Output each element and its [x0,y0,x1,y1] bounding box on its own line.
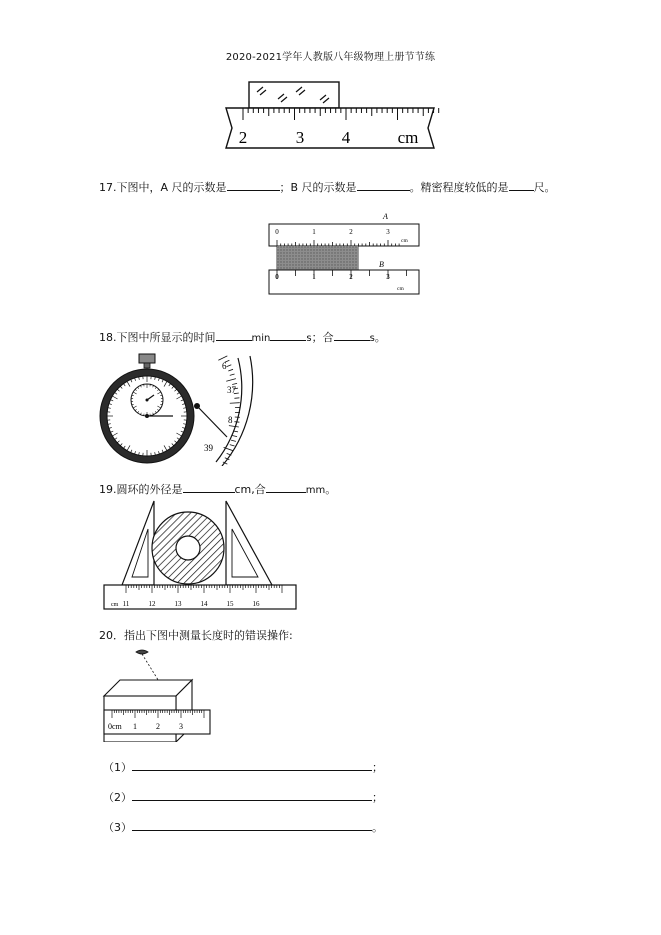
q17-mid2: 。精密程度较低的是 [409,181,509,194]
zoom-pointer [197,406,227,437]
ruler-b-tick-0: 0 [275,273,279,281]
answer-2-end: ； [372,791,383,804]
ruler-a [269,224,419,246]
stopwatch-stem [144,363,150,368]
tick-label-2: 2 [238,128,248,147]
ruler-a-tick-0: 0 [275,228,279,236]
q18-blank-total[interactable] [334,329,370,341]
answer-1-end: ； [372,761,383,774]
ruler-with-block-figure [222,78,442,152]
object-texture [277,246,358,270]
page-header: 2020-2021学年人教版八年级物理上册节节练 [225,52,436,63]
q19-blank-mm[interactable] [266,481,306,493]
q19-prefix: 19.圆环的外径是 [99,483,183,496]
zoom-label-8: 8 [228,415,233,425]
stopwatch-crown [139,354,155,363]
answer-line-3 [103,819,383,835]
q18-blank-min[interactable] [216,329,252,341]
tick-label-4: 4 [341,128,351,147]
ruler-19-unit: cm [111,602,119,608]
q18-unit-s2: s [369,333,375,344]
answer-2-blank[interactable] [132,789,372,801]
ruler-b-tick-3: 3 [386,273,390,281]
q19-blank-cm[interactable] [183,481,235,493]
ring-diameter-figure [100,497,300,615]
ruler-19-tick-15: 15 [226,600,234,608]
q19-suffix: 。 [325,483,337,496]
q18-suffix: 。 [374,331,386,344]
question-18 [99,329,386,346]
ruler-20-tick-2: 2 [156,722,160,731]
ruler-20-tick-1: 1 [133,722,137,731]
ruler-20-tick-3: 3 [179,722,183,731]
ruler-a-tick-1: 1 [312,228,316,236]
ruler-a-label: A [383,212,388,221]
zoom-label-39: 39 [204,443,213,453]
q17-blank-a[interactable] [227,179,280,191]
question-20: 20．指出下图中测量长度时的错误操作: [99,629,293,642]
q17-blank-b[interactable] [357,179,410,191]
q18-unit-s: s [306,333,312,344]
block-measurement-figure [100,646,215,742]
zoom-arc-ticks [218,356,240,466]
answer-2-label: （2） [103,791,132,804]
q19-mid: cm,合 [234,483,266,496]
ruler-a-tick-2: 2 [349,228,353,236]
q18-blank-s[interactable] [270,329,306,341]
ruler-19-tick-11: 11 [122,600,130,608]
ruler-19-tick-13: 13 [174,600,182,608]
ruler-20-tick-0: 0cm [108,722,122,731]
ruler-b-tick-2: 2 [349,273,353,281]
ruler-a-tick-3: 3 [386,228,390,236]
zoom-label-6: 6 [222,361,227,371]
answer-3-end: 。 [372,821,383,834]
stopwatch-figure [98,350,270,466]
ruler-b-label: B [379,260,384,269]
q17-prefix: 17.下图中，A 尺的示数是 [99,181,227,194]
q19-unit-mm: mm [305,485,326,496]
q18-prefix: 18.下图中所显示的时间 [99,331,216,344]
q18-mid: ；合 [311,331,334,344]
question-17 [99,179,556,195]
q17-suffix: 尺。 [533,181,556,194]
ruler-19-tick-14: 14 [200,600,208,608]
answer-line-2 [103,789,383,805]
ruler-b-tick-1: 1 [312,273,316,281]
zoom-label-37: 37 [227,385,236,395]
answer-3-blank[interactable] [132,819,372,831]
q18-unit-min: min [251,333,271,344]
rulers-ab-figure [265,210,425,300]
ruler-a-unit: cm [401,238,408,244]
answer-1-label: （1） [103,761,132,774]
ruler-19-tick-16: 16 [252,600,260,608]
ruler-19-tick-12: 12 [148,600,156,608]
zoom-arc-inner [216,358,242,462]
ring-inner [176,536,200,560]
ruler-b-unit: cm [397,286,404,292]
answer-line-1 [103,759,383,775]
tick-label-3: 3 [295,128,305,147]
eye-icon [136,650,148,654]
q17-mid1: ；B 尺的示数是 [279,181,357,194]
unit-label-cm: cm [397,128,419,147]
answer-3-label: （3） [103,821,132,834]
q17-blank-c[interactable] [509,179,534,191]
answer-1-blank[interactable] [132,759,372,771]
zoom-arc-outer [222,356,253,466]
question-19 [99,481,336,498]
